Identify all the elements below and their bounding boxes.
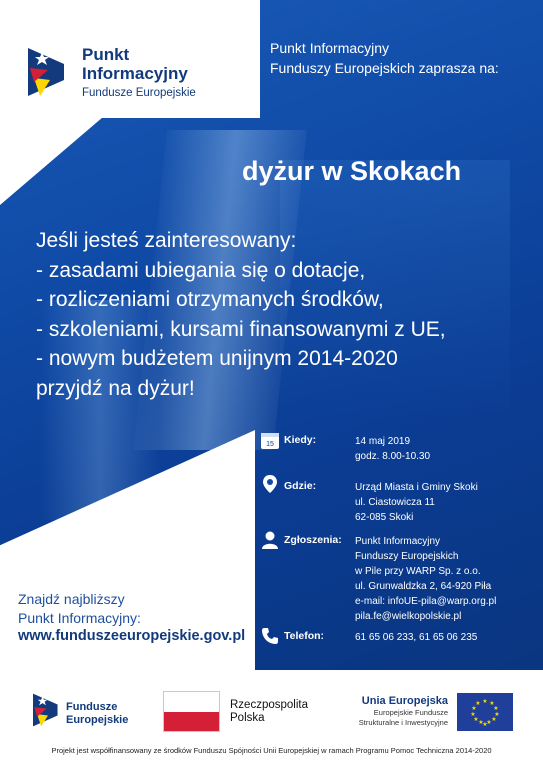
rp-line: Polska — [230, 712, 265, 724]
signup-line: w Pile przy WARP Sp. z o.o. — [355, 566, 481, 577]
location-pin-icon — [260, 474, 280, 494]
signup-line: ul. Grunwaldzka 2, 64-920 Piła — [355, 581, 492, 592]
body-line: przyjdź na dyżur! — [36, 376, 195, 400]
body-line: - zasadami ubiegania się o dotacje, — [36, 258, 366, 282]
logo-text — [82, 45, 196, 99]
svg-text:★: ★ — [482, 721, 488, 728]
fundusze-europejskie-logo-text — [66, 701, 128, 727]
when-line: 14 maj 2019 — [355, 436, 411, 447]
signup-label: Zgłoszenia: — [284, 534, 342, 546]
eu-flag-icon — [457, 693, 513, 731]
fe-line: Europejskie — [66, 714, 129, 726]
logo-subtitle: Fundusze Europejskie — [82, 87, 196, 99]
body-line: - rozliczeniami otrzymanych środków, — [36, 288, 384, 311]
footer-note: Projekt jest współfinansowany ze środków Funduszu Spójności Unii Europejskiej w ramach Programu Pomoc Techniczna 2014-2020 — [51, 746, 492, 755]
fe-stars-icon — [28, 40, 72, 104]
svg-text:★: ★ — [471, 705, 477, 712]
fundusze-europejskie-logo-icon — [33, 688, 63, 732]
svg-text:★: ★ — [473, 716, 479, 723]
signup-line: Funduszy Europejskich — [355, 551, 459, 562]
where-value — [355, 480, 478, 525]
unia-europejska-text — [338, 694, 448, 728]
ue-sub: Europejskie Fundusze — [373, 708, 448, 717]
fe-line: Fundusze — [66, 701, 118, 713]
when-label: Kiedy: — [284, 434, 317, 446]
svg-text:★: ★ — [494, 711, 500, 718]
body-line: - szkoleniami, kursami finansowanymi z UE, — [36, 317, 446, 341]
signup-email[interactable]: e-mail: infoUE-pila@warp.org.pl — [355, 596, 497, 607]
phone-value[interactable]: 61 65 06 233, 61 65 06 235 — [355, 632, 478, 643]
svg-text:★: ★ — [475, 700, 481, 707]
svg-text:★: ★ — [489, 700, 495, 707]
where-line: ul. Ciastowicza 11 — [355, 497, 435, 508]
where-line: 62-085 Skoki — [355, 512, 414, 523]
poland-flag-icon — [163, 691, 220, 732]
svg-text:★: ★ — [470, 711, 476, 718]
svg-text:★: ★ — [482, 698, 488, 705]
svg-text:★: ★ — [491, 716, 497, 723]
logo-title-line2: Informacyjny — [82, 64, 188, 83]
punkt-informacyjny-logo — [28, 40, 238, 110]
where-label: Gdzie: — [284, 480, 317, 492]
find-line: Znajdź najbliższy — [18, 591, 125, 607]
find-line: Punkt Informacyjny: — [18, 610, 141, 626]
rzeczpospolita-polska-text — [230, 699, 308, 725]
signup-value — [355, 534, 496, 624]
svg-text:★: ★ — [486, 719, 492, 726]
signup-line: Punkt Informacyjny — [355, 536, 441, 547]
signup-email[interactable]: pila.fe@wielkopolskie.pl — [355, 611, 462, 622]
intro-text — [270, 38, 530, 78]
rp-line: Rzeczpospolita — [230, 699, 308, 711]
phone-icon — [260, 626, 280, 646]
body-copy — [36, 226, 536, 403]
intro-line: Punkt Informacyjny — [270, 40, 390, 56]
body-line: - nowym budżetem unijnym 2014-2020 — [36, 347, 398, 370]
svg-text:★: ★ — [493, 705, 499, 712]
find-nearest-text — [18, 590, 141, 628]
intro-line: Funduszy Europejskich zaprasza na: — [270, 60, 499, 76]
phone-label: Telefon: — [284, 630, 325, 642]
where-line: Urząd Miasta i Gminy Skoki — [355, 482, 478, 493]
svg-text:★: ★ — [478, 719, 484, 726]
when-line: godz. 8.00-10.30 — [355, 451, 431, 462]
ue-title: Unia Europejska — [361, 695, 448, 707]
ue-sub: Strukturalne i Inwestycyjne — [358, 718, 448, 727]
body-line: Jeśli jesteś zainteresowany: — [36, 229, 297, 252]
logo-title-line1: Punkt — [82, 45, 130, 64]
website-link[interactable]: www.funduszeeuropejskie.gov.pl — [18, 628, 246, 644]
person-icon — [260, 530, 280, 550]
event-title: dyżur w Skokach — [242, 156, 462, 186]
calendar-day: 15 — [266, 441, 274, 448]
when-value — [355, 434, 430, 464]
calendar-icon — [260, 430, 280, 450]
